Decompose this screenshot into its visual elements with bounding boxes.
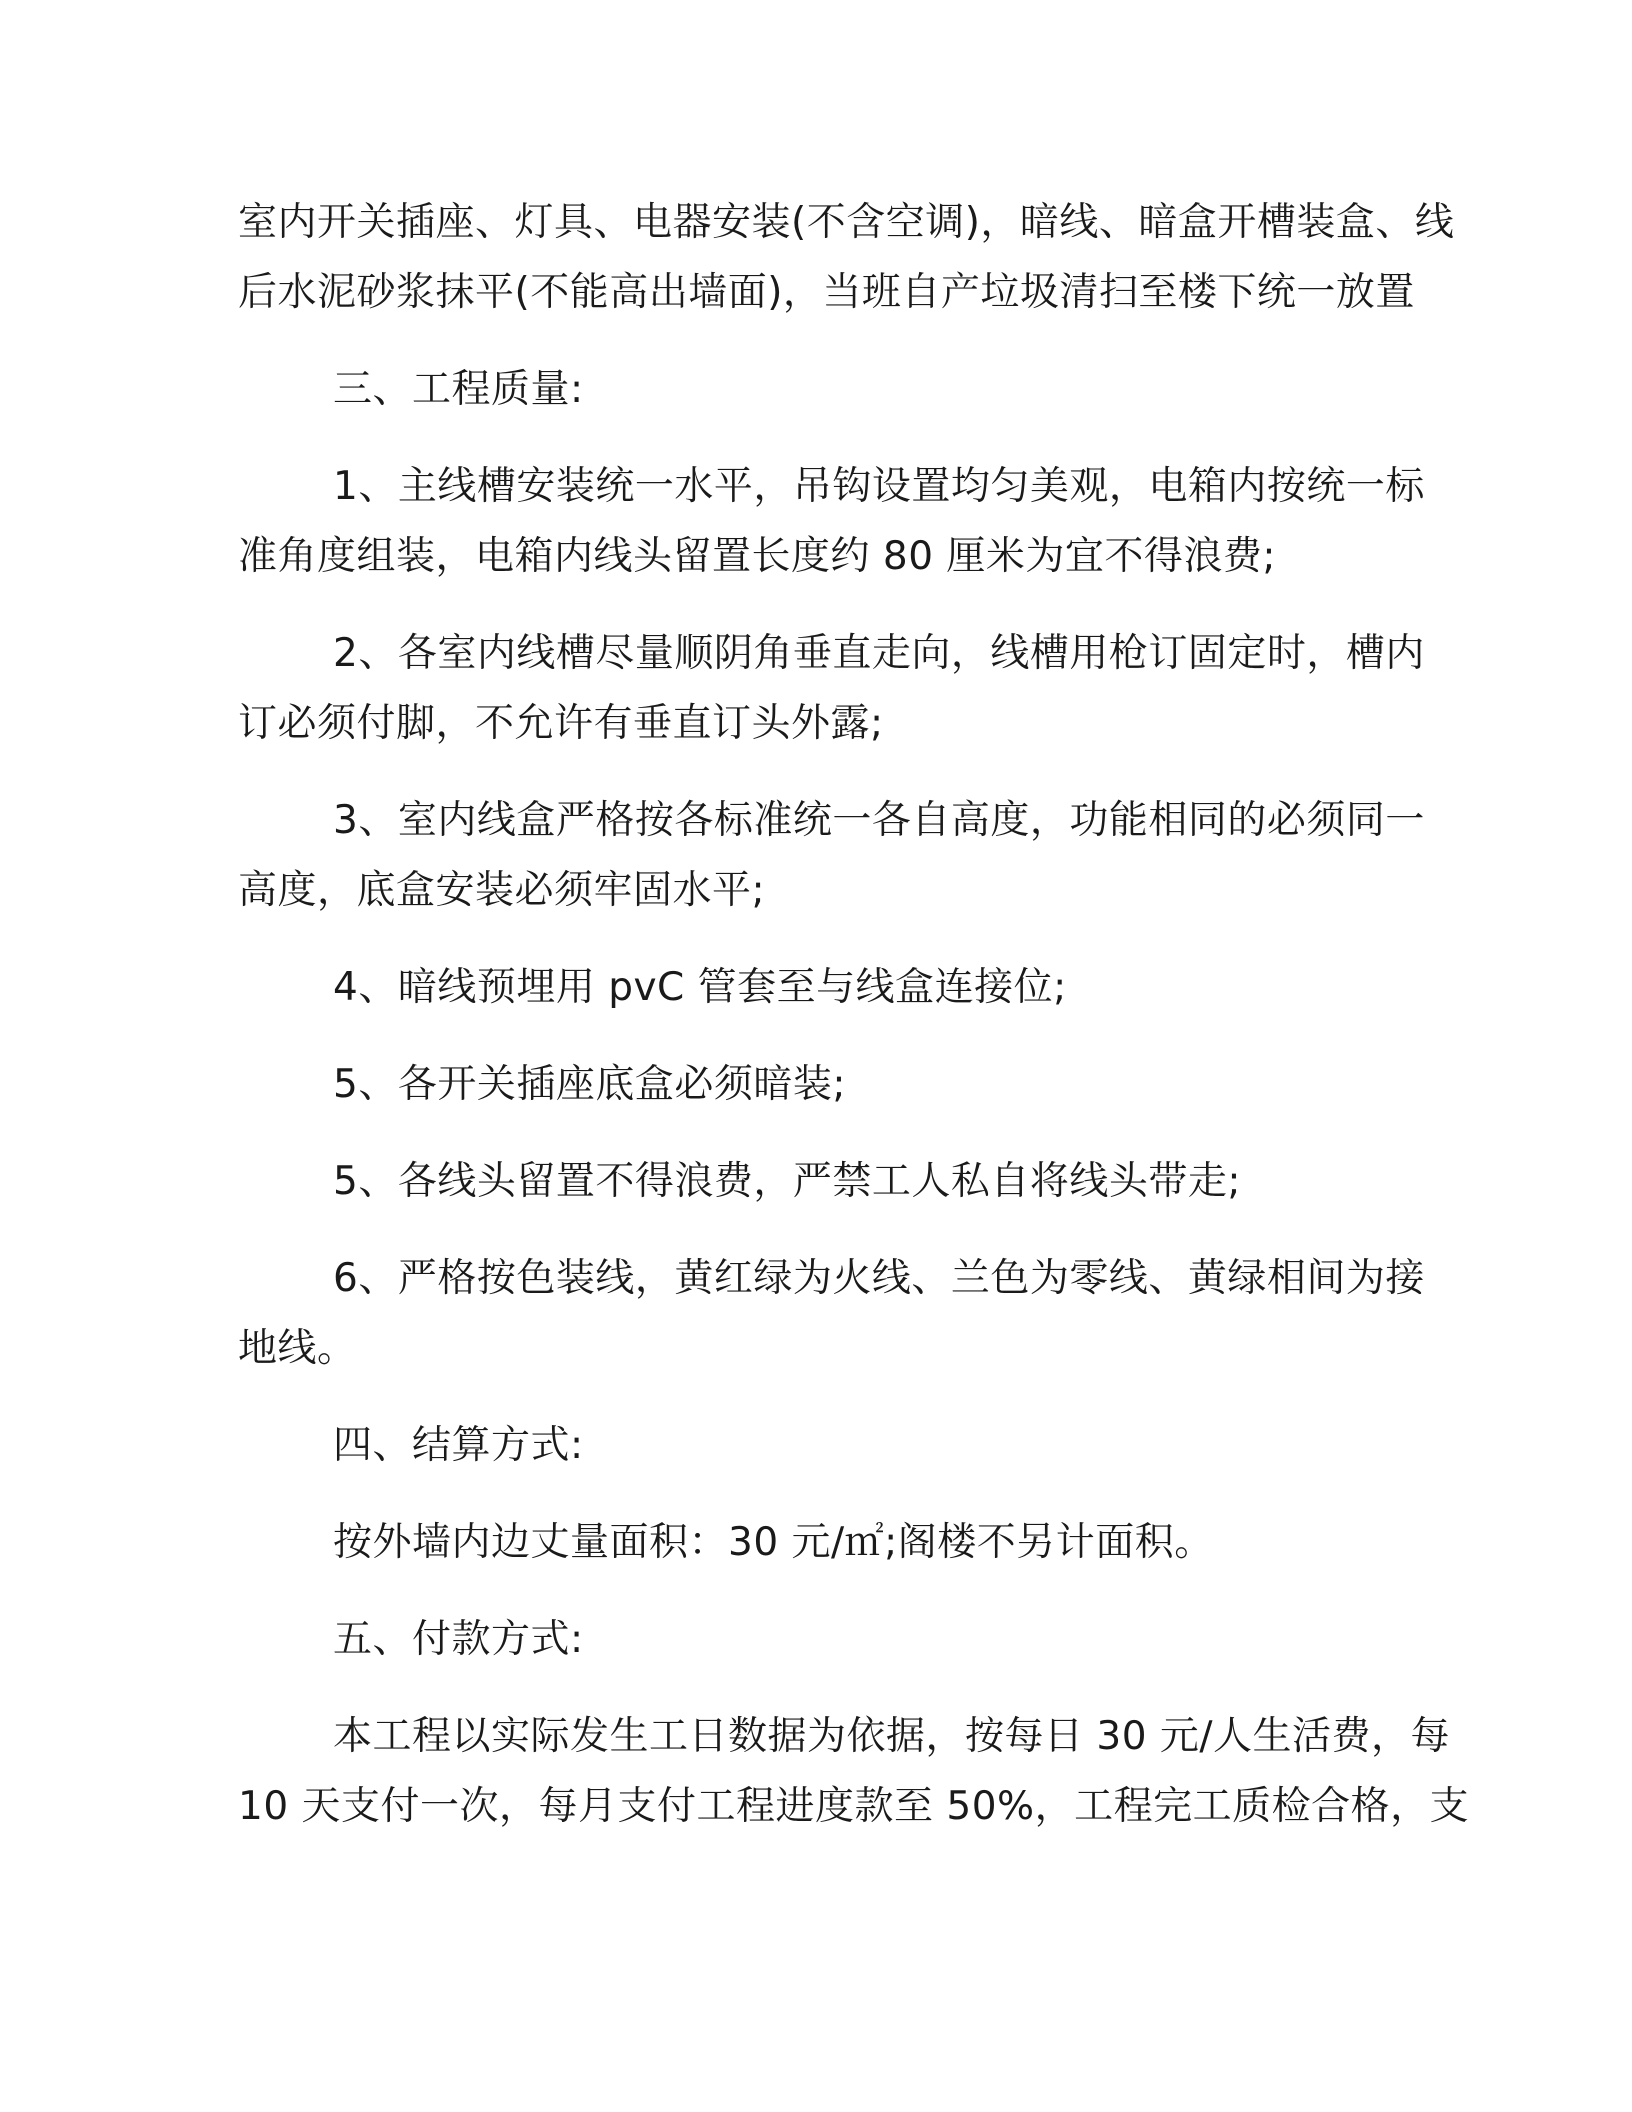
list-item-5a: 5、各开关插座底盒必须暗装; — [333, 1062, 846, 1107]
body-text-line: 后水泥砂浆抹平(不能高出墙面)，当班自产垃圾清扫至楼下统一放置 — [238, 270, 1415, 315]
list-item-2-continued: 订必须付脚，不允许有垂直订头外露; — [238, 701, 884, 746]
list-item-6-continued: 地线。 — [238, 1326, 357, 1371]
section-heading-quality: 三、工程质量: — [333, 367, 584, 412]
settlement-text: 按外墙内边丈量面积：30 元/㎡;阁楼不另计面积。 — [333, 1520, 1214, 1565]
section-heading-payment: 五、付款方式: — [333, 1617, 584, 1662]
list-item-1: 1、主线槽安装统一水平，吊钩设置均匀美观，电箱内按统一标 — [333, 464, 1425, 509]
list-item-5b: 5、各线头留置不得浪费，严禁工人私自将线头带走; — [333, 1159, 1241, 1204]
section-heading-settlement: 四、结算方式: — [333, 1423, 584, 1468]
payment-text: 本工程以实际发生工日数据为依据，按每日 30 元/人生活费，每 — [333, 1714, 1451, 1759]
list-item-2: 2、各室内线槽尽量顺阴角垂直走向，线槽用枪订固定时，槽内 — [333, 631, 1425, 676]
body-text-line: 室内开关插座、灯具、电器安装(不含空调)，暗线、暗盒开槽装盒、线 — [238, 200, 1455, 245]
list-item-3-continued: 高度，底盒安装必须牢固水平; — [238, 868, 766, 913]
list-item-1-continued: 准角度组装，电箱内线头留置长度约 80 厘米为宜不得浪费; — [238, 534, 1277, 579]
list-item-6: 6、严格按色装线，黄红绿为火线、兰色为零线、黄绿相间为接 — [333, 1256, 1425, 1301]
list-item-4: 4、暗线预埋用 pvC 管套至与线盒连接位; — [333, 965, 1067, 1010]
list-item-3: 3、室内线盒严格按各标准统一各自高度，功能相同的必须同一 — [333, 798, 1425, 843]
payment-text-continued: 10 天支付一次，每月支付工程进度款至 50%，工程完工质检合格，支 — [238, 1784, 1470, 1829]
